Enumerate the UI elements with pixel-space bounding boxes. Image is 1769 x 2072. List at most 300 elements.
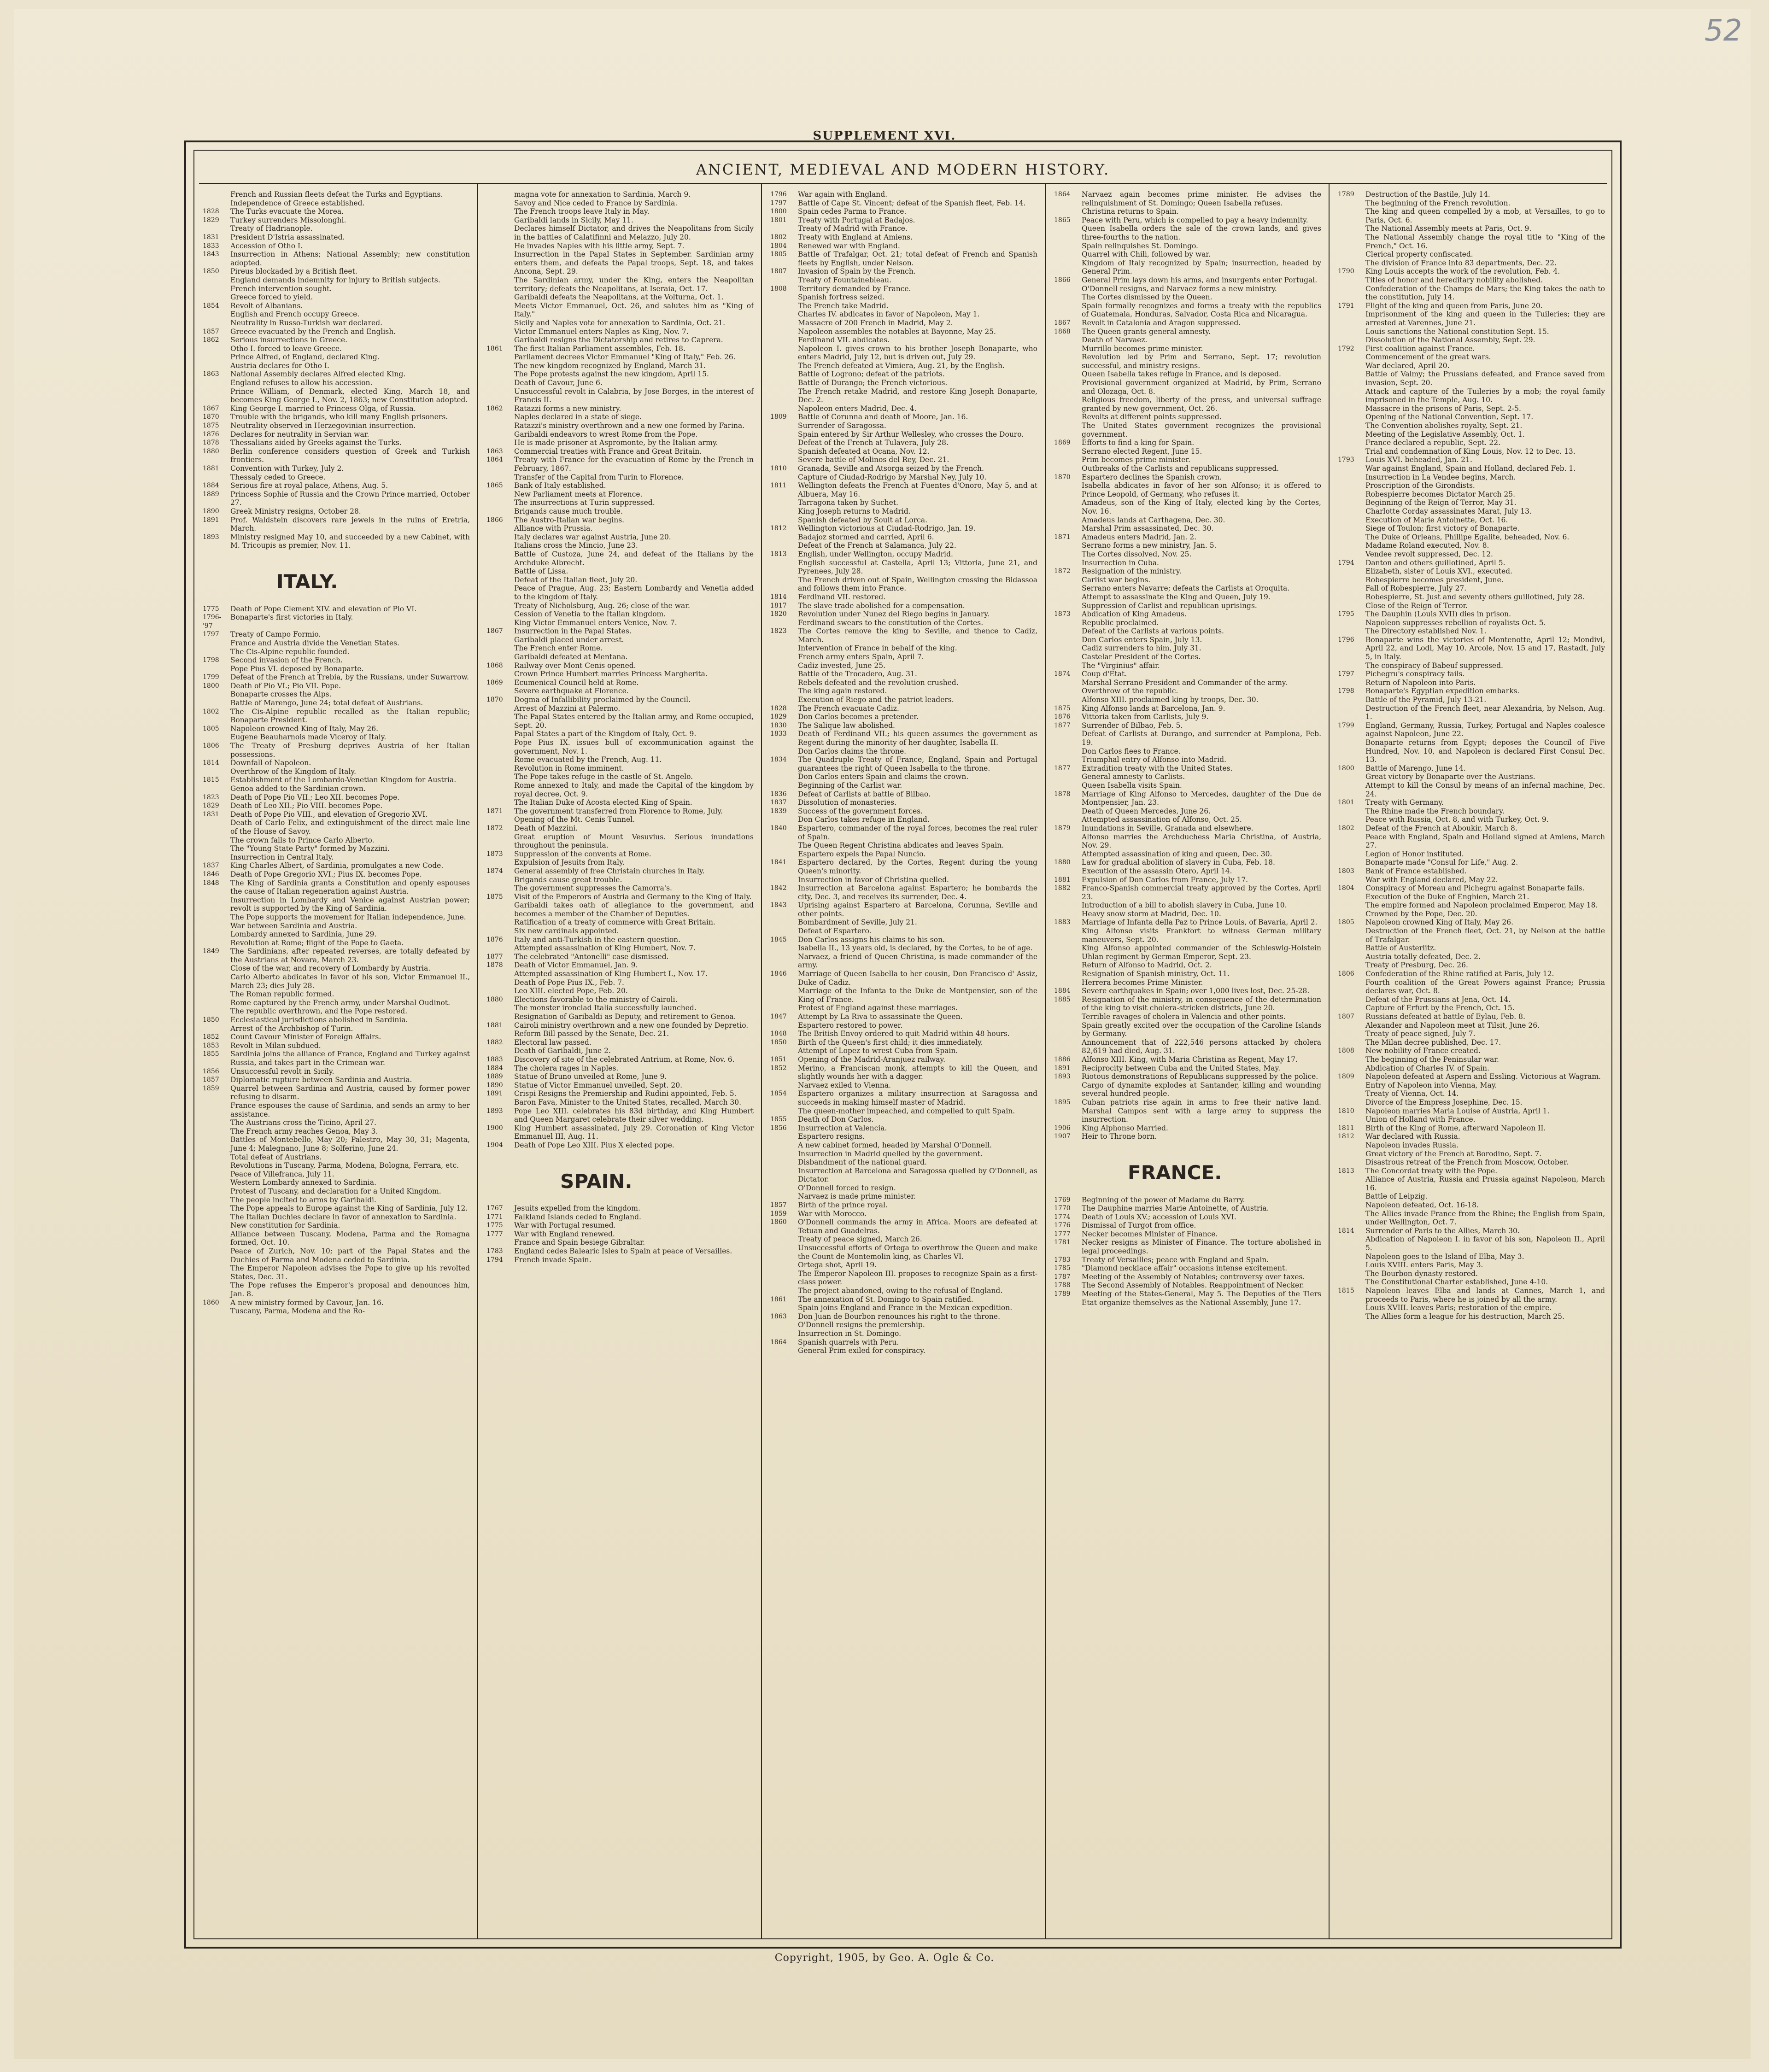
history-entry: [1054, 1072, 1321, 1081]
entry-text: Destruction of the Bastile, July 14.: [1365, 190, 1490, 199]
entry-text: Count Cavour Minister of Foreign Affairs.: [230, 1033, 381, 1042]
entry-text: A new cabinet formed, headed by Marshal O'Donnell.: [798, 1141, 992, 1149]
entry-text: Trial and condemnation of King Louis, Nov. 12 to Dec. 13.: [1365, 447, 1576, 456]
history-entry: [770, 1115, 1037, 1124]
entry-text: Bonaparte wins the victories of Montenotte, April 12; Mondivi, April 22, and Lodi, May 10. Arcole, Nov. 15 and 17, Rastadt, July 5, in Italy.: [1365, 635, 1605, 661]
entry-text: Cadiz invested, June 25.: [798, 661, 886, 670]
history-entry: [1338, 404, 1605, 413]
history-entry: [486, 550, 754, 567]
history-entry: [1338, 807, 1605, 816]
entry-text: Meets Victor Emmanuel, Oct. 26, and salutes him as "King of Italy.": [514, 301, 754, 319]
entry-year: [1338, 1004, 1365, 1013]
entry-text: New nobility of France created.: [1365, 1047, 1481, 1055]
entry-text: Baron Fava, Minister to the United States, recalled, March 30.: [514, 1098, 742, 1106]
entry-text: Serrano enters Navarre; defeats the Carlists at Oroquita.: [1082, 584, 1290, 593]
entry-text: Conspiracy of Moreau and Pichegru against Bonaparte fails.: [1365, 884, 1585, 893]
entry-text: Marriage of the Infanta to the Duke de Montpensier, son of the King of France.: [798, 987, 1037, 1004]
entry-year: [1338, 901, 1365, 910]
history-entry: [1338, 1235, 1605, 1252]
entry-text: Execution of the Duke of Enghien, March 21.: [1365, 892, 1529, 901]
history-entry: [1054, 1013, 1321, 1021]
history-entry: [1054, 336, 1321, 345]
history-entry: [770, 1192, 1037, 1201]
entry-text: Battle of the Pyramid, July 13-21.: [1365, 696, 1487, 704]
entry-text: Papal States a part of the Kingdom of Italy, Oct. 9.: [514, 730, 697, 738]
history-entry: [486, 653, 754, 661]
history-entry: [770, 1167, 1037, 1184]
entry-year: [1338, 285, 1365, 302]
history-entry: [1054, 901, 1321, 910]
entry-text: Resignation of the ministry, in consequence of the determination of the king to visit cholera-stricken districts, June 20.: [1082, 995, 1321, 1013]
entry-text: Robespierre becomes president, June.: [1365, 575, 1504, 584]
history-entry: [203, 1007, 470, 1016]
entry-text: The "Virginius" affair.: [1082, 661, 1160, 670]
entry-text: Reciprocity between Cuba and the United States, May.: [1082, 1064, 1281, 1072]
entry-year: [486, 1013, 514, 1021]
history-entry: [770, 1004, 1037, 1013]
history-entry: [486, 413, 754, 421]
history-entry: [770, 507, 1037, 516]
entry-text: Death of Mazzini.: [514, 824, 578, 832]
history-entry: [770, 1287, 1037, 1295]
entry-year: [1054, 661, 1082, 670]
history-entry: [770, 1141, 1037, 1150]
entry-text: The Dauphine marries Marie Antoinette, of Austria.: [1082, 1204, 1269, 1213]
entry-text: Sardinia joins the alliance of France, England and Turkey against Russia, and takes part in the Crimean war.: [230, 1050, 470, 1067]
entry-year: 1811: [770, 482, 787, 490]
entry-text: Franco-Spanish commercial treaty approved by the Cortes, April 23.: [1082, 884, 1321, 901]
entry-year: [770, 1304, 798, 1312]
history-entry: [203, 1042, 470, 1050]
entry-year: [1054, 687, 1082, 696]
history-entry: [203, 930, 470, 939]
entry-year: 1884: [203, 482, 219, 490]
entry-text: Attempt by La Riva to assassinate the Queen.: [798, 1013, 963, 1021]
entry-year: [1338, 1235, 1365, 1252]
entry-year: 1807: [770, 268, 787, 275]
history-entry: [770, 901, 1037, 918]
italy-section-heading: ITALY.: [276, 570, 338, 593]
entry-text: Don Carlos assigns his claims to his son.: [798, 935, 945, 944]
entry-year: [1054, 576, 1082, 585]
entry-year: [1338, 602, 1365, 610]
history-entry: [770, 516, 1037, 525]
entry-year: [770, 1132, 798, 1141]
entry-text: Defeat of the French at Tulavera, July 28.: [798, 439, 949, 447]
entry-text: Introduction of a bill to abolish slavery in Cuba, June 10.: [1082, 901, 1287, 910]
entry-year: [486, 713, 514, 730]
history-entry: [1054, 439, 1321, 447]
entry-year: [486, 901, 514, 918]
entry-year: [770, 224, 798, 233]
entry-text: War with England declared, May 22.: [1365, 875, 1498, 884]
history-entry: [1338, 850, 1605, 859]
entry-text: First coalition against France.: [1365, 344, 1475, 353]
entry-text: Death of Louis XV.; accession of Louis XVI.: [1082, 1212, 1236, 1221]
history-entry: [486, 781, 754, 798]
entry-text: Castelar President of the Cortes.: [1082, 653, 1201, 661]
history-entry: [203, 319, 470, 328]
entry-year: 1848: [770, 1030, 787, 1038]
history-entry: [1338, 610, 1605, 619]
entry-year: [203, 913, 230, 922]
entry-text: Abdication of Napoleon I. in favor of his son, Napoleon II., April 5.: [1365, 1235, 1605, 1253]
entry-year: [770, 619, 798, 627]
entry-text: Greece evacuated by the French and English.: [230, 327, 396, 336]
history-entry: [486, 773, 754, 781]
history-entry: [1054, 850, 1321, 859]
entry-year: [1338, 1141, 1365, 1150]
entry-text: Espartero restored to power.: [798, 1021, 903, 1030]
entry-year: [203, 345, 230, 353]
history-entry: [770, 858, 1037, 875]
entry-text: The king again restored.: [798, 687, 887, 696]
entry-text: Insurrection at Barcelona and Saragossa quelled by O'Donnell, as Dictator.: [798, 1166, 1037, 1184]
entry-year: [1338, 593, 1365, 602]
entry-year: 1893: [1054, 1073, 1071, 1081]
entry-text: King George I. married to Princess Olga, of Russia.: [230, 404, 416, 413]
entry-year: 1865: [1054, 216, 1071, 224]
entry-text: England refuses to allow his accession.: [230, 379, 373, 387]
entry-text: Leo XIII. elected Pope, Feb. 20.: [514, 987, 628, 995]
history-entry: [1338, 602, 1605, 610]
history-entry: [1338, 541, 1605, 550]
history-entry: [486, 1089, 754, 1098]
history-entry: [203, 1307, 470, 1316]
entry-year: [770, 302, 798, 310]
entry-year: [1338, 584, 1365, 593]
history-entry: [486, 1064, 754, 1073]
entry-year: [203, 1204, 230, 1213]
entry-text: Ratazzi's ministry overthrown and a new one formed by Farina.: [514, 421, 745, 430]
entry-text: Cadiz surrenders to him, July 31.: [1082, 644, 1201, 653]
entry-year: [203, 473, 230, 482]
history-entry: [203, 605, 470, 614]
history-entry: [1054, 421, 1321, 439]
history-entry: [486, 190, 754, 199]
history-entry: [486, 1256, 754, 1264]
history-entry: [486, 507, 754, 516]
entry-text: Death of Victor Emmanuel, Jan. 9.: [514, 961, 638, 970]
history-entry: [770, 1047, 1037, 1055]
entry-text: Cargo of dynamite explodes at Santander, killing and wounding several hundred people.: [1082, 1081, 1321, 1098]
history-entry: [1054, 781, 1321, 790]
entry-year: [486, 550, 514, 567]
entry-year: 1893: [486, 1107, 503, 1115]
history-entry: [486, 1230, 754, 1239]
history-entry: [1054, 876, 1321, 884]
entry-text: Rome annexed to Italy, and made the Capital of the kingdom by royal decree, Oct. 9.: [514, 781, 754, 798]
history-entry: [486, 764, 754, 773]
entry-text: The monster ironclad Italia successfully launched.: [514, 1004, 697, 1013]
entry-year: 1884: [1054, 987, 1071, 995]
entry-year: [770, 498, 798, 507]
entry-text: The Allies invade France from the Rhine; the English from Spain, under Wellington, Oct. 7.: [1365, 1209, 1605, 1227]
entry-text: Arrest of Mazzini at Palermo.: [514, 704, 621, 713]
entry-text: Don Carlos becomes a pretender.: [798, 713, 919, 721]
history-entry: [1338, 559, 1605, 568]
entry-text: Cession of Venetia to the Italian kingdom.: [514, 610, 666, 619]
history-entry: [770, 1329, 1037, 1338]
history-entry: [1338, 1064, 1605, 1073]
entry-year: 1890: [486, 1081, 503, 1089]
entry-text: Outbreaks of the Carlists and republicans suppressed.: [1082, 464, 1279, 473]
entry-text: Defeat of the French at Trebia, by the Russians, under Suwarrow.: [230, 673, 469, 682]
entry-text: Parliament decrees Victor Emmanuel "King of Italy," Feb. 26.: [514, 353, 736, 362]
entry-text: Eugene Beauharnois made Viceroy of Italy.: [230, 733, 387, 742]
entry-text: Meeting of the Assembly of Notables; controversy over taxes.: [1082, 1272, 1305, 1281]
entry-year: [770, 276, 798, 285]
entry-year: 1805: [1338, 919, 1354, 926]
entry-text: Treaty of Vienna, Oct. 14.: [1365, 1089, 1459, 1098]
entry-text: Revolt of Albanians.: [230, 301, 303, 310]
history-entry: [203, 1170, 470, 1179]
entry-year: 1907: [1054, 1133, 1071, 1141]
entry-text: Narvaez again becomes prime minister. He advises the relinquishment of St. Domingo; Queen Isabella refuses.: [1082, 190, 1321, 207]
entry-year: 1840: [770, 824, 787, 832]
entry-text: Battle of Leipzig.: [1365, 1192, 1428, 1201]
entry-year: 1868: [1054, 328, 1071, 335]
entry-text: Napoleon enters Madrid, Dec. 4.: [798, 404, 917, 413]
entry-year: [1338, 696, 1365, 704]
entry-year: [486, 439, 514, 447]
entry-text: Ecumenical Council held at Rome.: [514, 678, 639, 687]
entry-year: [486, 773, 514, 781]
history-entry: [486, 627, 754, 636]
entry-text: Neutrality in Russo-Turkish war declared.: [230, 318, 383, 327]
history-entry: [203, 767, 470, 776]
entry-text: Marriage of Queen Isabella to her cousin, Don Francisco d' Assiz, Duke of Cadiz.: [798, 970, 1037, 987]
page-title: ANCIENT, MEDIEVAL AND MODERN HISTORY.: [696, 161, 1110, 178]
history-entry: [203, 1153, 470, 1162]
history-entry: [1054, 773, 1321, 781]
entry-year: 1841: [770, 859, 787, 866]
history-entry: [770, 207, 1037, 216]
history-entry: [486, 319, 754, 328]
entry-year: [1338, 773, 1365, 781]
history-entry: [1338, 250, 1605, 259]
entry-year: [1338, 207, 1365, 224]
entry-year: 1817: [770, 602, 787, 609]
history-entry: [1338, 901, 1605, 910]
entry-year: 1882: [486, 1038, 503, 1046]
entry-year: [1054, 1038, 1082, 1055]
entry-year: 1891: [203, 516, 219, 524]
entry-year: [1054, 850, 1082, 859]
entry-text: Confederation of the Champs de Mars; the King takes the oath to the constitution, July 14.: [1365, 284, 1605, 302]
entry-year: [203, 362, 230, 370]
entry-text: Ecclesiastical jurisdictions abolished in Sardinia.: [230, 1016, 408, 1024]
entry-year: [1054, 379, 1082, 396]
copyright-line: Copyright, 1905, by Geo. A. Ogle & Co.: [774, 1952, 995, 1964]
entry-year: [486, 1004, 514, 1013]
entry-text: The Sardinians, after repeated reverses, are totally defeated by the Austrians at Novara, March 23.: [230, 947, 470, 964]
entry-text: Crispi Resigns the Premiership and Rudini appointed, Feb. 5.: [514, 1089, 737, 1098]
entry-text: Great eruption of Mount Vesuvius. Serious inundations throughout the peninsula.: [514, 832, 754, 850]
history-entry: [1338, 1038, 1605, 1047]
history-entry: [1338, 447, 1605, 456]
entry-text: The Allies form a league for his destruction, March 25.: [1365, 1312, 1564, 1321]
entry-text: Opening of the Madrid-Aranjuez railway.: [798, 1055, 946, 1064]
history-entry: [203, 1136, 470, 1153]
history-entry: [203, 802, 470, 810]
entry-text: Garibaldi defeats the Neapolitans, at the Volturna, Oct. 1.: [514, 293, 724, 302]
entry-year: [203, 1307, 230, 1316]
entry-text: Garibaldi defeated at Mentana.: [514, 653, 628, 661]
history-entry: [770, 1218, 1037, 1235]
entry-text: Treaty of Versailles; peace with England and Spain.: [1082, 1255, 1269, 1264]
entry-year: 1794: [486, 1256, 503, 1264]
history-entry: [486, 541, 754, 550]
entry-text: Herrera becomes Prime Minister.: [1082, 978, 1203, 987]
entry-year: 1893: [203, 533, 219, 541]
entry-year: [1338, 370, 1365, 387]
entry-year: 1871: [1054, 533, 1071, 541]
entry-year: 1877: [1054, 721, 1071, 729]
history-entry: [1054, 396, 1321, 413]
history-frame: [184, 140, 1622, 1949]
entry-year: [1054, 815, 1082, 824]
entry-text: The celebrated "Antonelli" case dismissed.: [514, 952, 669, 961]
history-entry: [486, 1098, 754, 1107]
entry-text: The Austro-Italian war begins.: [514, 515, 625, 524]
history-entry: [770, 1089, 1037, 1106]
history-entry: [1338, 1304, 1605, 1312]
entry-text: Heavy snow storm at Madrid, Dec. 10.: [1082, 909, 1221, 918]
entry-year: [486, 413, 514, 421]
entry-year: 1864: [1054, 191, 1071, 198]
entry-text: The Dauphin (Louis XVII) dies in prison.: [1365, 610, 1511, 619]
entry-year: [486, 1238, 514, 1247]
entry-text: The French troops leave Italy in May.: [514, 207, 650, 216]
entry-year: [770, 310, 798, 319]
entry-year: [486, 387, 514, 404]
history-entry: [770, 798, 1037, 807]
entry-year: 1809: [770, 413, 787, 421]
entry-year: [770, 953, 798, 970]
history-entry: [1054, 807, 1321, 816]
history-entry: [203, 1299, 470, 1307]
history-entry: [770, 730, 1037, 747]
entry-text: Attempted assassination of Alfonso, Oct. 25.: [1082, 815, 1242, 824]
history-entry: [1054, 593, 1321, 602]
entry-text: Amadeus, son of the King of Italy, elected king by the Cortes, Nov. 16.: [1082, 498, 1321, 515]
entry-text: Louis XVIII. leaves Paris; restoration of the empire.: [1365, 1304, 1552, 1312]
entry-text: Western Lombardy annexed to Sardinia.: [230, 1178, 376, 1187]
entry-text: Success of the government forces.: [798, 807, 923, 815]
entry-text: O'Donnell forced to resign.: [798, 1183, 896, 1192]
history-entry: [203, 285, 470, 293]
entry-text: Turkey surrenders Missolonghi.: [230, 216, 346, 224]
entry-text: France and Spain besiege Gibraltar.: [514, 1238, 645, 1247]
history-entry: [770, 1158, 1037, 1167]
column-4: [1054, 190, 1321, 1932]
entry-text: Brigands cause much trouble.: [514, 507, 623, 515]
entry-year: [770, 370, 798, 379]
history-entry: [203, 1281, 470, 1298]
entry-year: 1806: [1338, 970, 1354, 978]
entry-text: Insurrection in the Papal States.: [514, 627, 632, 636]
entry-text: Garibaldi lands in Sicily, May 11.: [514, 216, 633, 224]
history-entry: [203, 742, 470, 759]
history-entry: [486, 524, 754, 533]
entry-year: [1054, 516, 1082, 525]
history-entry: [770, 1081, 1037, 1090]
entry-text: The French army reaches Genoa, May 3.: [230, 1127, 378, 1136]
entry-text: Robespierre, St. Just and seventy others guillotined, July 28.: [1365, 592, 1585, 601]
entry-year: [770, 319, 798, 328]
entry-text: Revolutions in Tuscany, Parma, Modena, Bologna, Ferrara, etc.: [230, 1161, 459, 1170]
entry-text: War with Portugal resumed.: [514, 1221, 616, 1230]
history-entry: [486, 961, 754, 970]
entry-text: Isabella abdicates in favor of her son Alfonso; it is offered to Prince Leopold, of Germany, who refuses it.: [1082, 481, 1321, 498]
history-entry: [770, 1312, 1037, 1321]
entry-text: Thessalians aided by Greeks against the Turks.: [230, 439, 402, 447]
entry-year: 1802: [770, 233, 787, 241]
history-entry: [1338, 507, 1605, 516]
entry-year: 1799: [1338, 721, 1354, 729]
history-entry: [770, 619, 1037, 627]
entry-text: Napoleon assembles the notables at Bayonne, May 25.: [798, 327, 996, 336]
entry-year: [486, 978, 514, 987]
history-entry: [770, 747, 1037, 756]
entry-text: Defeat of Espartero.: [798, 927, 872, 936]
column-3: [770, 190, 1037, 1932]
history-entry: [770, 242, 1037, 251]
entry-text: Spain joins England and France in the Mexican expedition.: [798, 1304, 1013, 1312]
entry-year: [1054, 602, 1082, 610]
history-entry: [486, 379, 754, 387]
history-entry: [1338, 328, 1605, 336]
entry-text: French intervention sought.: [230, 284, 332, 293]
entry-year: 1857: [770, 1201, 787, 1209]
history-entry: [1338, 516, 1605, 525]
entry-text: Commercial treaties with France and Great Britain.: [514, 447, 702, 456]
entry-text: Tarragona taken by Suchet.: [798, 498, 898, 507]
entry-text: Titles of honor and hereditary nobility abolished.: [1365, 275, 1543, 284]
column-5: [1338, 190, 1605, 1932]
history-entry: [1338, 1210, 1605, 1227]
entry-text: The French driven out of Spain, Wellington crossing the Bidassoa and follows them into France.: [798, 575, 1037, 593]
entry-text: Expulsion of Don Carlos from France, July 17.: [1082, 875, 1248, 884]
entry-year: [1338, 567, 1365, 576]
history-entry: [1338, 190, 1605, 199]
entry-text: Espartero resigns.: [798, 1132, 865, 1141]
history-entry: [1054, 858, 1321, 867]
entry-year: [1054, 730, 1082, 747]
entry-year: [770, 696, 798, 704]
history-entry: [770, 679, 1037, 687]
history-entry: [1338, 1312, 1605, 1321]
entry-year: [1054, 619, 1082, 627]
entry-text: President D'Istria assassinated.: [230, 233, 345, 241]
history-entry: [1338, 764, 1605, 773]
history-entry: [203, 190, 470, 199]
entry-year: [1338, 276, 1365, 285]
entry-text: Treaty of Nicholsburg, Aug. 26; close of the war.: [514, 601, 690, 610]
entry-year: 1839: [770, 807, 787, 815]
entry-year: 1814: [1338, 1227, 1354, 1235]
entry-year: [486, 619, 514, 627]
entry-text: Neutrality observed in Herzegovinian insurrection.: [230, 421, 416, 430]
entry-year: [1054, 747, 1082, 756]
entry-year: [770, 781, 798, 790]
history-entry: [770, 199, 1037, 208]
history-entry: [1338, 1124, 1605, 1133]
entry-year: [1338, 953, 1365, 961]
entry-year: [203, 1187, 230, 1196]
history-entry: [770, 918, 1037, 927]
